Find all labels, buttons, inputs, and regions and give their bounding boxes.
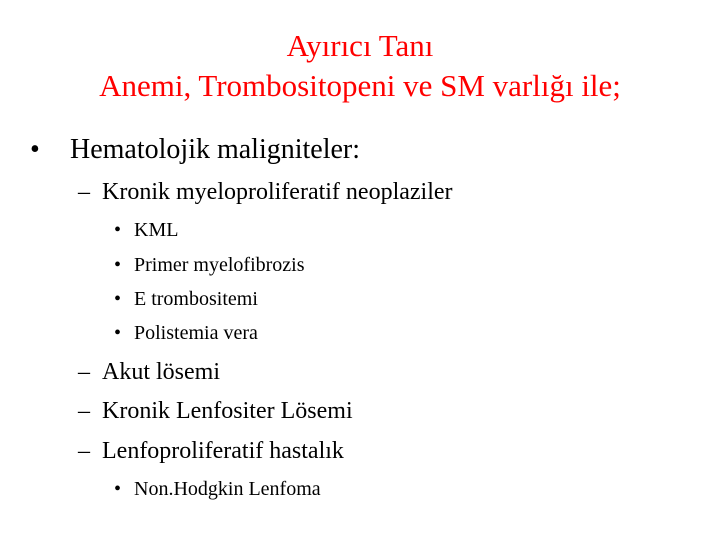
dash-marker: – [78, 359, 90, 385]
bullet-text: Hematolojik maligniteler: [70, 134, 361, 165]
bullet-marker: • [114, 288, 122, 310]
bullet-marker: • [114, 322, 122, 344]
bullet-marker: • [114, 478, 122, 500]
subbullet-akut-losemi [78, 358, 220, 386]
subsubbullet-non-hodgkin-lenfoma [114, 477, 321, 501]
subbullet-text: Lenfoproliferatif hastalık [102, 438, 344, 464]
bullet-hematolojik-maligniteler [30, 134, 360, 166]
subsubbullet-text: Primer myelofibrozis [134, 254, 305, 276]
bullet-marker: • [114, 219, 122, 241]
dash-marker: – [78, 179, 90, 205]
subbullet-lenfoproliferatif-hastalik [78, 437, 344, 465]
title-line-1: Ayırıcı Tanı [286, 28, 434, 63]
bullet-marker: • [30, 134, 40, 165]
subsubbullet-text: Polistemia vera [134, 322, 258, 344]
subsubbullet-text: Non.Hodgkin Lenfoma [134, 478, 321, 500]
subsubbullet-polistemia-vera [114, 321, 258, 345]
subsubbullet-kml [114, 218, 178, 242]
bullet-marker: • [114, 254, 122, 276]
slide-title [0, 26, 720, 106]
dash-marker: – [78, 398, 90, 424]
subbullet-kronik-lenfositer-losemi [78, 397, 353, 425]
subsubbullet-text: E trombositemi [134, 288, 258, 310]
subbullet-text: Akut lösemi [102, 359, 220, 385]
subbullet-kronik-myeloproliferatif [78, 178, 453, 206]
subbullet-text: Kronik myeloproliferatif neoplaziler [102, 179, 453, 205]
title-line-2: Anemi, Trombositopeni ve SM varlığı ile; [99, 68, 621, 103]
subbullet-text: Kronik Lenfositer Lösemi [102, 398, 353, 424]
dash-marker: – [78, 438, 90, 464]
subsubbullet-e-trombositemi [114, 287, 258, 311]
subsubbullet-primer-myelofibrozis [114, 253, 305, 277]
subsubbullet-text: KML [134, 219, 179, 241]
